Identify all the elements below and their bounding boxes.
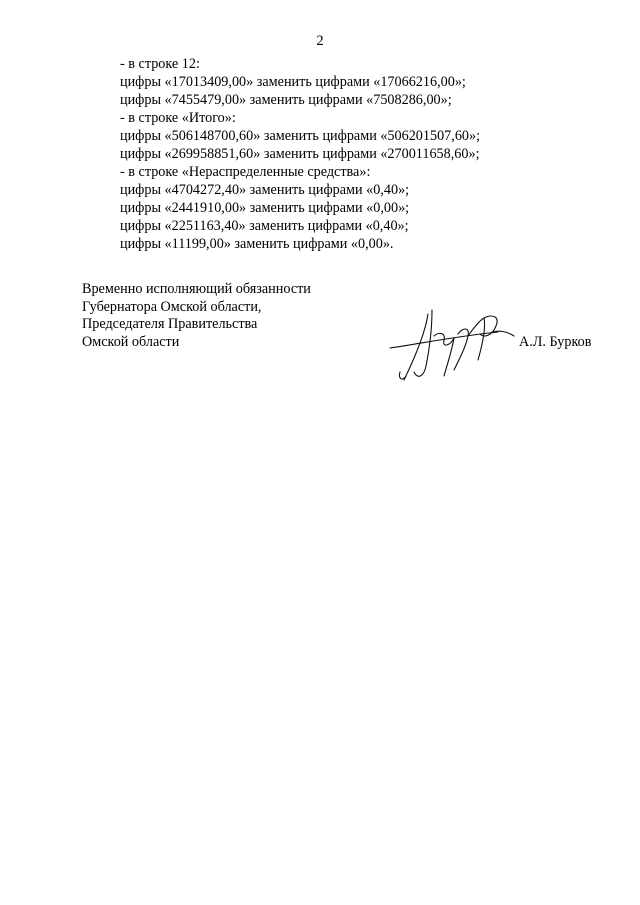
amendment-line: цифры «2251163,40» заменить цифрами «0,40»; — [120, 218, 409, 234]
position-line: Омской области — [82, 334, 180, 351]
position-line: Председателя Правительства — [82, 316, 258, 333]
amendment-line: цифры «2441910,00» заменить цифрами «0,00»; — [120, 200, 410, 216]
amendment-list — [120, 55, 600, 253]
amendment-line: цифры «4704272,40» заменить цифрами «0,40»; — [120, 182, 410, 198]
page-number: 2 — [316, 33, 324, 49]
amendment-line: - в строке «Нераспределенные средства»: — [120, 164, 371, 180]
amendment-line: цифры «17013409,00» заменить цифрами «17066216,00»; — [120, 74, 466, 90]
amendment-line: - в строке 12: — [120, 56, 200, 72]
amendment-line: цифры «506148700,60» заменить цифрами «506201507,60»; — [120, 128, 481, 144]
amendment-line: цифры «7455479,00» заменить цифрами «7508286,00»; — [120, 92, 452, 108]
signatory-position — [82, 280, 382, 351]
position-line: Временно исполняющий обязанности — [82, 281, 311, 297]
signer-name: А.Л. Бурков — [519, 334, 592, 350]
amendment-line: - в строке «Итого»: — [120, 110, 236, 126]
handwritten-signature — [388, 306, 518, 386]
position-line: Губернатора Омской области, — [82, 298, 262, 315]
amendment-line: цифры «269958851,60» заменить цифрами «270011658,60»; — [120, 146, 480, 162]
amendment-line: цифры «11199,00» заменить цифрами «0,00». — [120, 236, 394, 252]
